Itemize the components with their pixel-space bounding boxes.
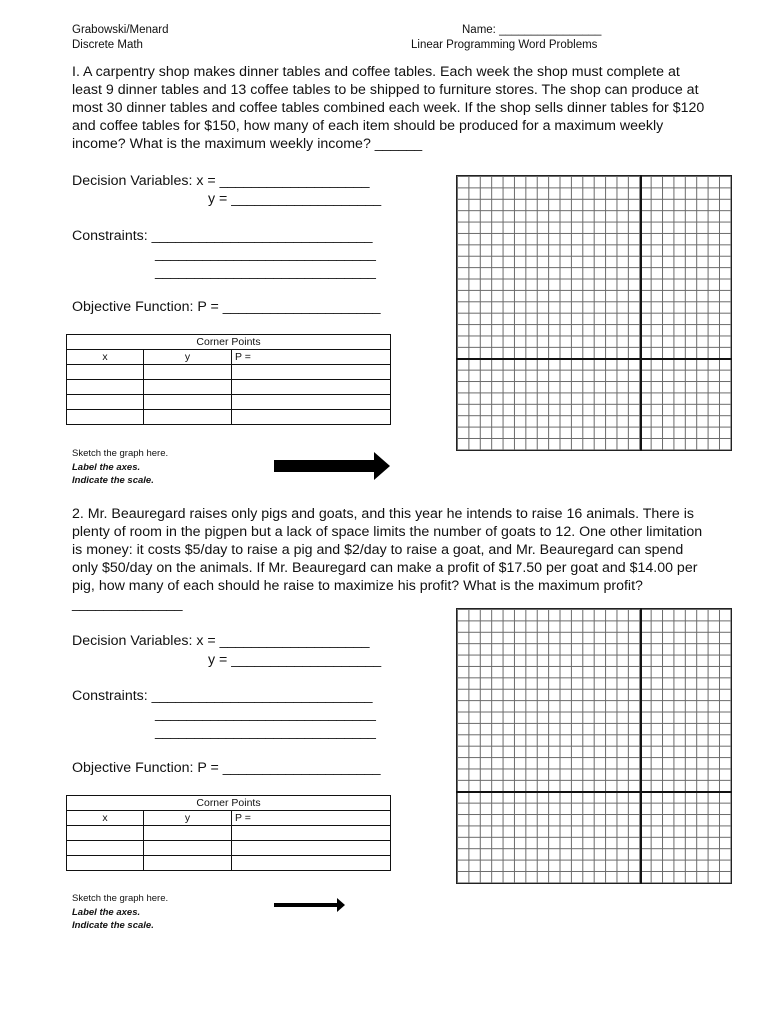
problem-1-constraint-2[interactable]: ____________________________ <box>155 246 376 262</box>
problem-2-corner-points-table <box>66 795 391 871</box>
problem-1-x-axis <box>456 358 732 360</box>
table-cell[interactable] <box>144 380 232 395</box>
table-cell[interactable] <box>144 410 232 425</box>
problem-1-text: I. A carpentry shop makes dinner tables and coffee tables. Each week the shop must complete at least 9 dinner tables and 13 coffee tables to be shipped to furniture stores. The shop can produce at most 30 dinner tables and coffee tables combined each week. If the shop sells dinner tables for $120 and coffee tables for $150, how many of each item should be produced for a maximum weekly income? What is the maximum weekly income? ______ <box>72 64 705 152</box>
table-cell[interactable] <box>67 410 144 425</box>
problem-2-arrow-icon <box>274 898 346 912</box>
table-cell[interactable] <box>67 365 144 380</box>
table-cell[interactable] <box>232 856 391 871</box>
table-cell[interactable] <box>67 380 144 395</box>
column-header-p: P = <box>232 811 391 826</box>
label-axes-note: Label the axes. <box>72 461 141 473</box>
column-header-x: x <box>67 811 144 826</box>
problem-2-text: 2. Mr. Beauregard raises only pigs and goats, and this year he intends to raise 16 animals. There is plenty of room in the pigpen but a lack of space limits the number of goats to 12. One other limitation is money: it costs $5/day to raise a pig and $2/day to raise a goat, and Mr. Beauregard can spend only $50/day on the animals. If Mr. Beauregard can make a profit of $17.50 per goat and $14.00 per pig, how many of each should he raise to maximize his profit? What is the maximum profit? ______________ <box>72 506 703 612</box>
table-cell[interactable] <box>232 365 391 380</box>
header-course: Discrete Math <box>72 39 143 51</box>
table-cell[interactable] <box>232 395 391 410</box>
problem-1-constraint-1[interactable]: Constraints: ____________________________ <box>72 228 373 244</box>
table-cell[interactable] <box>144 826 232 841</box>
problem-1-arrow-icon <box>274 452 392 480</box>
problem-2-constraint-2[interactable]: ____________________________ <box>155 706 376 722</box>
problem-2-decision-x[interactable]: Decision Variables: x = ___________________ <box>72 633 370 649</box>
worksheet-title: Linear Programming Word Problems <box>411 39 598 51</box>
table-row <box>67 841 391 856</box>
table-cell[interactable] <box>232 841 391 856</box>
table-cell[interactable] <box>144 395 232 410</box>
table-row <box>67 365 391 380</box>
header-authors: Grabowski/Menard <box>72 24 169 36</box>
column-header-y: y <box>144 811 232 826</box>
problem-2-graph-grid[interactable] <box>456 608 732 884</box>
table-cell[interactable] <box>144 856 232 871</box>
table-cell[interactable] <box>67 826 144 841</box>
table-cell[interactable] <box>67 841 144 856</box>
sketch-note: Sketch the graph here. <box>72 448 169 459</box>
sketch-note: Sketch the graph here. <box>72 893 169 904</box>
column-header-y: y <box>144 350 232 365</box>
scale-note: Indicate the scale. <box>72 475 154 486</box>
problem-2-constraint-1[interactable]: Constraints: ____________________________ <box>72 688 373 704</box>
problem-1-decision-x[interactable]: Decision Variables: x = ___________________ <box>72 173 370 189</box>
table-cell[interactable] <box>67 395 144 410</box>
problem-2-decision-y[interactable]: y = ___________________ <box>208 652 382 668</box>
table-cell[interactable] <box>144 365 232 380</box>
problem-2-y-axis <box>640 608 642 884</box>
label-axes-note: Label the axes. <box>72 906 141 918</box>
column-header-x: x <box>67 350 144 365</box>
problem-2-objective[interactable]: Objective Function: P = ____________________ <box>72 760 381 776</box>
problem-1-graph-instructions <box>72 447 168 488</box>
scale-note: Indicate the scale. <box>72 920 154 931</box>
table-cell[interactable] <box>144 841 232 856</box>
problem-1-constraint-3[interactable]: ____________________________ <box>155 264 376 280</box>
table-row <box>67 395 391 410</box>
problem-1-objective[interactable]: Objective Function: P = ____________________ <box>72 299 381 315</box>
column-header-p: P = <box>232 350 391 365</box>
table-row <box>67 826 391 841</box>
problem-2-graph-instructions <box>72 892 168 933</box>
table-cell[interactable] <box>67 856 144 871</box>
problem-2-x-axis <box>456 791 732 793</box>
problem-1-graph-grid[interactable] <box>456 175 732 451</box>
problem-1-decision-y[interactable]: y = ___________________ <box>208 191 382 207</box>
corner-points-title: Corner Points <box>67 796 391 811</box>
name-field[interactable]: Name: ________________ <box>462 24 602 36</box>
problem-1-corner-points-table <box>66 334 391 425</box>
table-row <box>67 380 391 395</box>
problem-2-constraint-3[interactable]: ____________________________ <box>155 724 376 740</box>
table-cell[interactable] <box>232 826 391 841</box>
table-cell[interactable] <box>232 380 391 395</box>
table-row <box>67 856 391 871</box>
table-cell[interactable] <box>232 410 391 425</box>
table-row <box>67 410 391 425</box>
corner-points-title: Corner Points <box>67 335 391 350</box>
problem-1-y-axis <box>640 175 642 451</box>
